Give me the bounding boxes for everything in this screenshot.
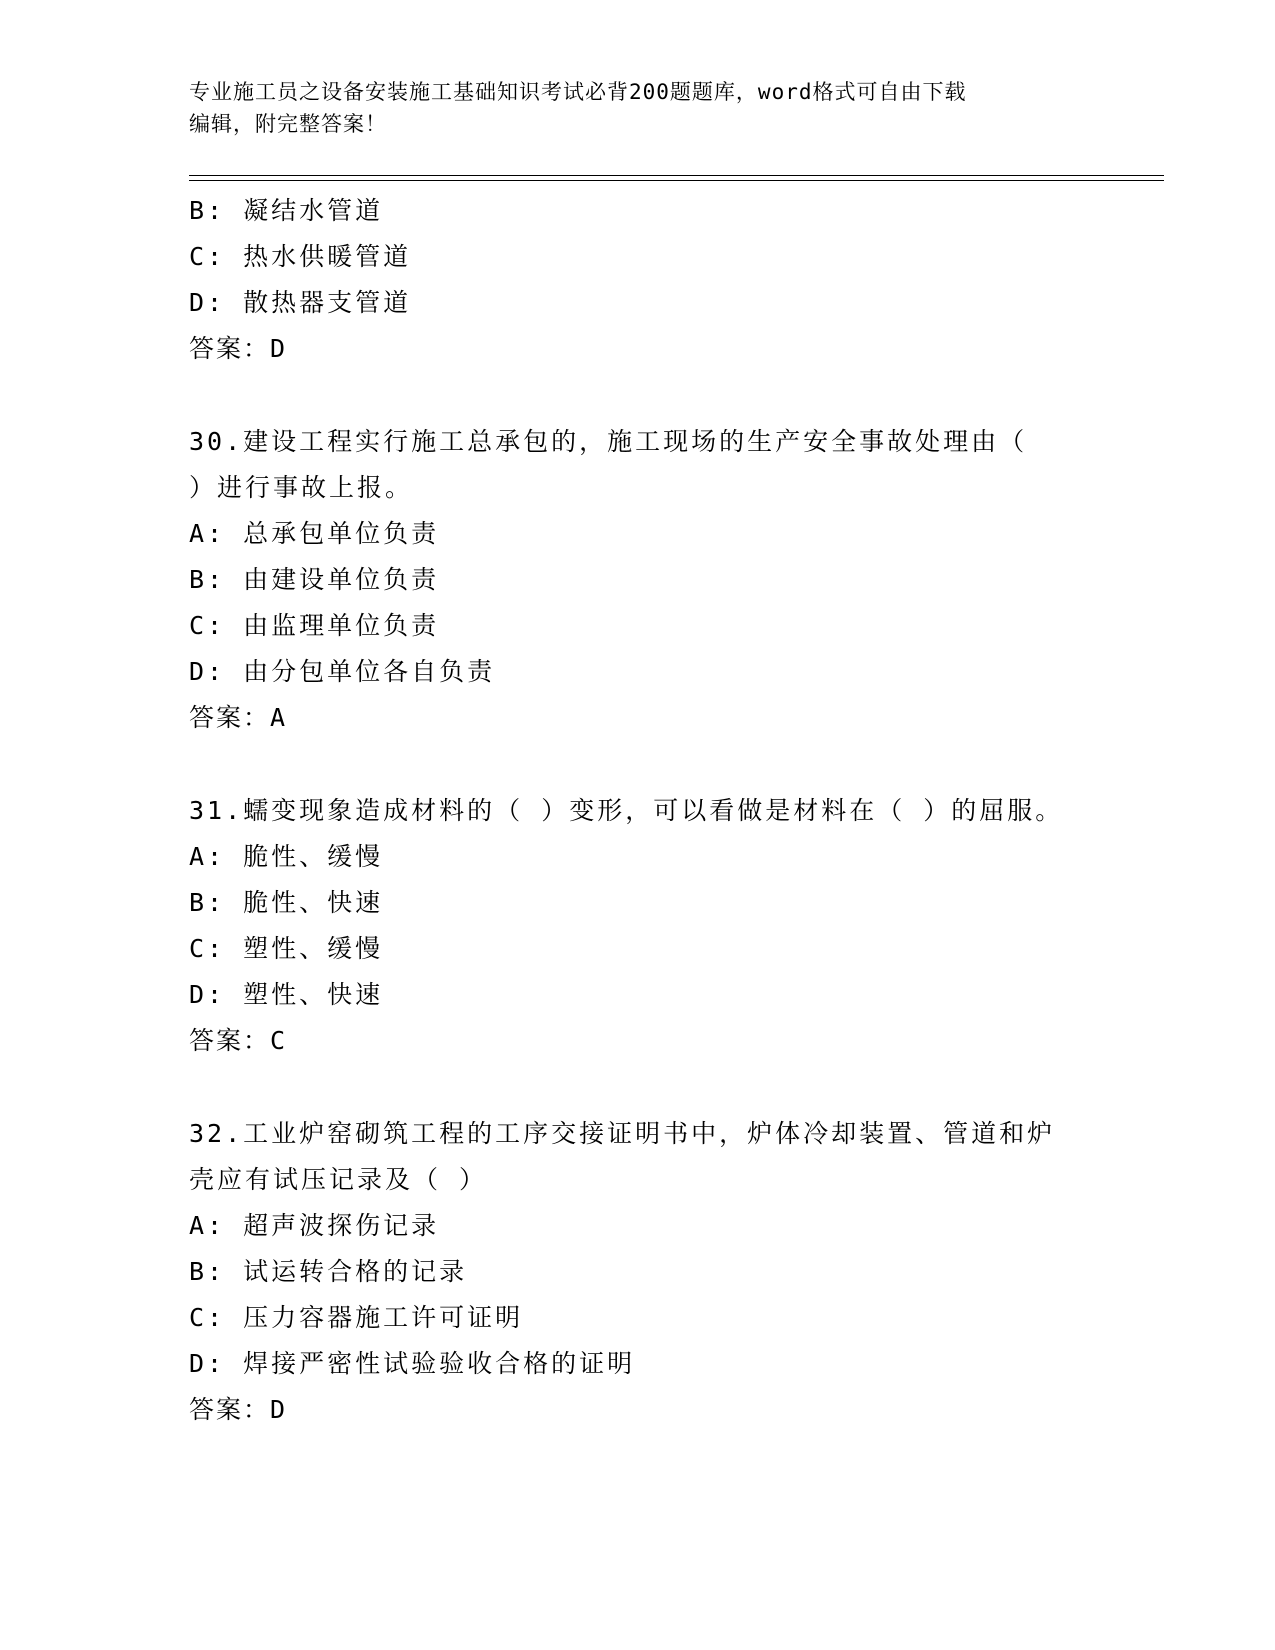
option-b: B: 凝结水管道: [189, 196, 384, 225]
option-b: B: 由建设单位负责: [189, 565, 440, 594]
question-stem-continued: ）进行事故上报。: [189, 473, 414, 502]
answer-line: [189, 695, 1164, 741]
option-c: C: 热水供暖管道: [189, 242, 412, 271]
answer-value: A: [270, 703, 286, 732]
option-d: D: 塑性、快速: [189, 980, 384, 1009]
option-c: C: 由监理单位负责: [189, 611, 440, 640]
answer-value: D: [270, 1395, 286, 1424]
question-stem-continued: 壳应有试压记录及（ ）: [189, 1165, 488, 1194]
question-29-tail: [189, 188, 1164, 372]
header-rule-top: [189, 175, 1164, 176]
option-a: A: 脆性、缓慢: [189, 842, 384, 871]
option-c: C: 压力容器施工许可证明: [189, 1303, 524, 1332]
question-stem: 30.建设工程实行施工总承包的，施工现场的生产安全事故处理由（: [189, 427, 1028, 456]
question-content: [189, 188, 1164, 1433]
answer-value: C: [270, 1026, 286, 1055]
option-d: D: 焊接严密性试验验收合格的证明: [189, 1349, 636, 1378]
answer-line: [189, 1018, 1164, 1064]
question-31: [189, 788, 1164, 1064]
option-a: A: 总承包单位负责: [189, 519, 440, 548]
option-a: A: 超声波探伤记录: [189, 1211, 440, 1240]
answer-value: D: [270, 334, 286, 363]
option-c: C: 塑性、缓慢: [189, 934, 384, 963]
header-line-1: 专业施工员之设备安装施工基础知识考试必背200题题库，word格式可自由下载: [189, 80, 967, 104]
answer-label: 答案：: [189, 334, 271, 363]
question-32: [189, 1111, 1164, 1433]
option-b: B: 脆性、快速: [189, 888, 384, 917]
answer-label: 答案：: [189, 1026, 271, 1055]
question-stem: 31.蠕变现象造成材料的（ ）变形，可以看做是材料在（ ）的屈服。: [189, 796, 1064, 825]
option-d: D: 散热器支管道: [189, 288, 412, 317]
answer-line: [189, 1387, 1164, 1433]
question-stem: 32.工业炉窑砌筑工程的工序交接证明书中，炉体冷却装置、管道和炉: [189, 1119, 1056, 1148]
header-line-2: 编辑，附完整答案！: [189, 112, 387, 136]
answer-label: 答案：: [189, 703, 271, 732]
option-d: D: 由分包单位各自负责: [189, 657, 496, 686]
document-header: [189, 76, 1089, 140]
option-b: B: 试运转合格的记录: [189, 1257, 468, 1286]
question-30: [189, 419, 1164, 741]
answer-line: [189, 326, 1164, 372]
header-rule-bottom: [189, 180, 1164, 181]
answer-label: 答案：: [189, 1395, 271, 1424]
